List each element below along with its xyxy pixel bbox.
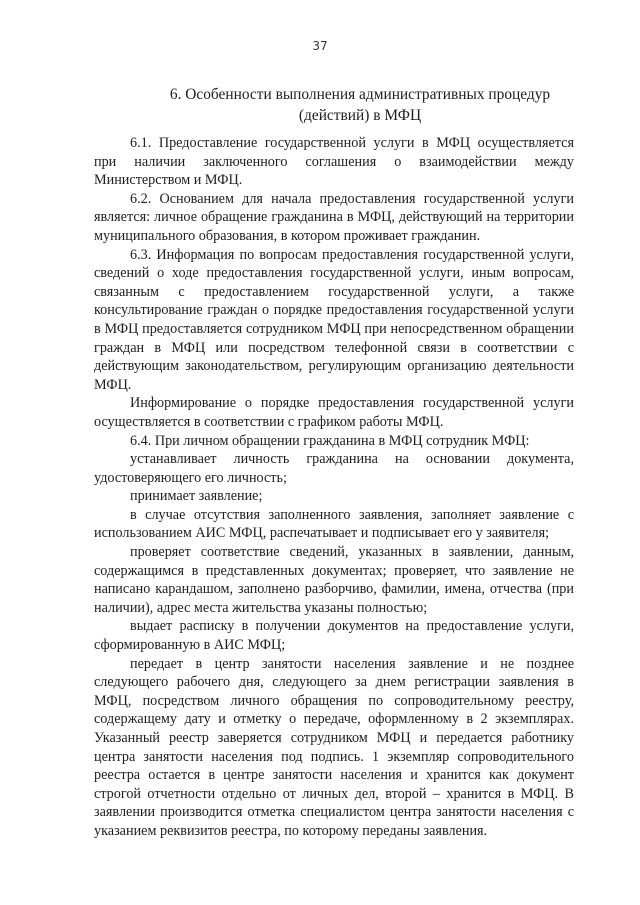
- section-heading-line: 6. Особенности выполнения административных процедур: [169, 86, 551, 103]
- list-item-accepts: принимает заявление;: [130, 488, 263, 505]
- list-item-identity: устанавливает личность гражданина на основании документа, удостоверяющего его личность;: [94, 451, 574, 486]
- list-item-receipt: выдает расписку в получении документов на предоставление услуги, сформированную в АИС МФЦ;: [94, 618, 574, 654]
- list-item-transfers: передает в центр занятости населения заявление и не позднее следующего рабочего дня, следующего за днем регистрации заявления в МФЦ, посредством личного обращения по сопроводительному реестру, содержащему дату и отметку о передаче, оформленному в 2 экземплярах. Указанный реестр заверяется сотрудником МФЦ и передается работнику центра занятости населения под подпись. 1 экземпляр сопроводительного реестра остается в центре занятости населения и хранится как документ строгой отчетности отдельно от личных дел, второй – хранится в МФЦ. В заявлении производится отметка специалистом центра занятости населения с указанием реквизитов реестра, по которому переданы заявления.: [94, 655, 574, 839]
- paragraph-6-3: 6.3. Информация по вопросам предоставления государственной услуги, сведений о ходе предоставления государственной услуги, иным вопросам, связанным с предоставлением государственной услуги, а также консультирование граждан о порядке предоставления государственной услуги в МФЦ предоставляется сотрудником МФЦ при непосредственном обращении граждан в МФЦ или посредством телефонной связи в соответствии с действующим законодательством, регулирующим организацию деятельности МФЦ.: [94, 246, 574, 393]
- document-body: [94, 134, 574, 841]
- list-item-fills-application: в случае отсутствия заполненного заявления, заполняет заявление с использованием АИС МФЦ, распечатывает и подписывает его у заявителя;: [94, 506, 574, 542]
- paragraph-6-4: 6.4. При личном обращении гражданина в МФЦ сотрудник МФЦ:: [130, 432, 530, 449]
- section-heading-line: (действий) в МФЦ: [298, 107, 422, 124]
- paragraph-informing: Информирование о порядке предоставления государственной услуги осуществляется в соответствии с графиком работы МФЦ.: [94, 395, 574, 430]
- section-heading: [150, 84, 570, 126]
- paragraph-6-2: 6.2. Основанием для начала предоставления государственной услуги является: личное обращение гражданина в МФЦ, действующий на территории муниципального образования, в котором проживает гражданин.: [94, 190, 574, 244]
- list-item-checks: проверяет соответствие сведений, указанных в заявлении, данным, содержащимся в представленных документах; проверяет, что заявление не написано карандашом, заполнено разборчиво, фамилии, имена, отчества (при наличии), адрес места жительства указаны полностью;: [94, 544, 574, 616]
- page-number: 37: [312, 39, 328, 53]
- paragraph-6-1: 6.1. Предоставление государственной услуги в МФЦ осуществляется при наличии заключенного соглашения о взаимодействии между Министерством и МФЦ.: [94, 135, 574, 189]
